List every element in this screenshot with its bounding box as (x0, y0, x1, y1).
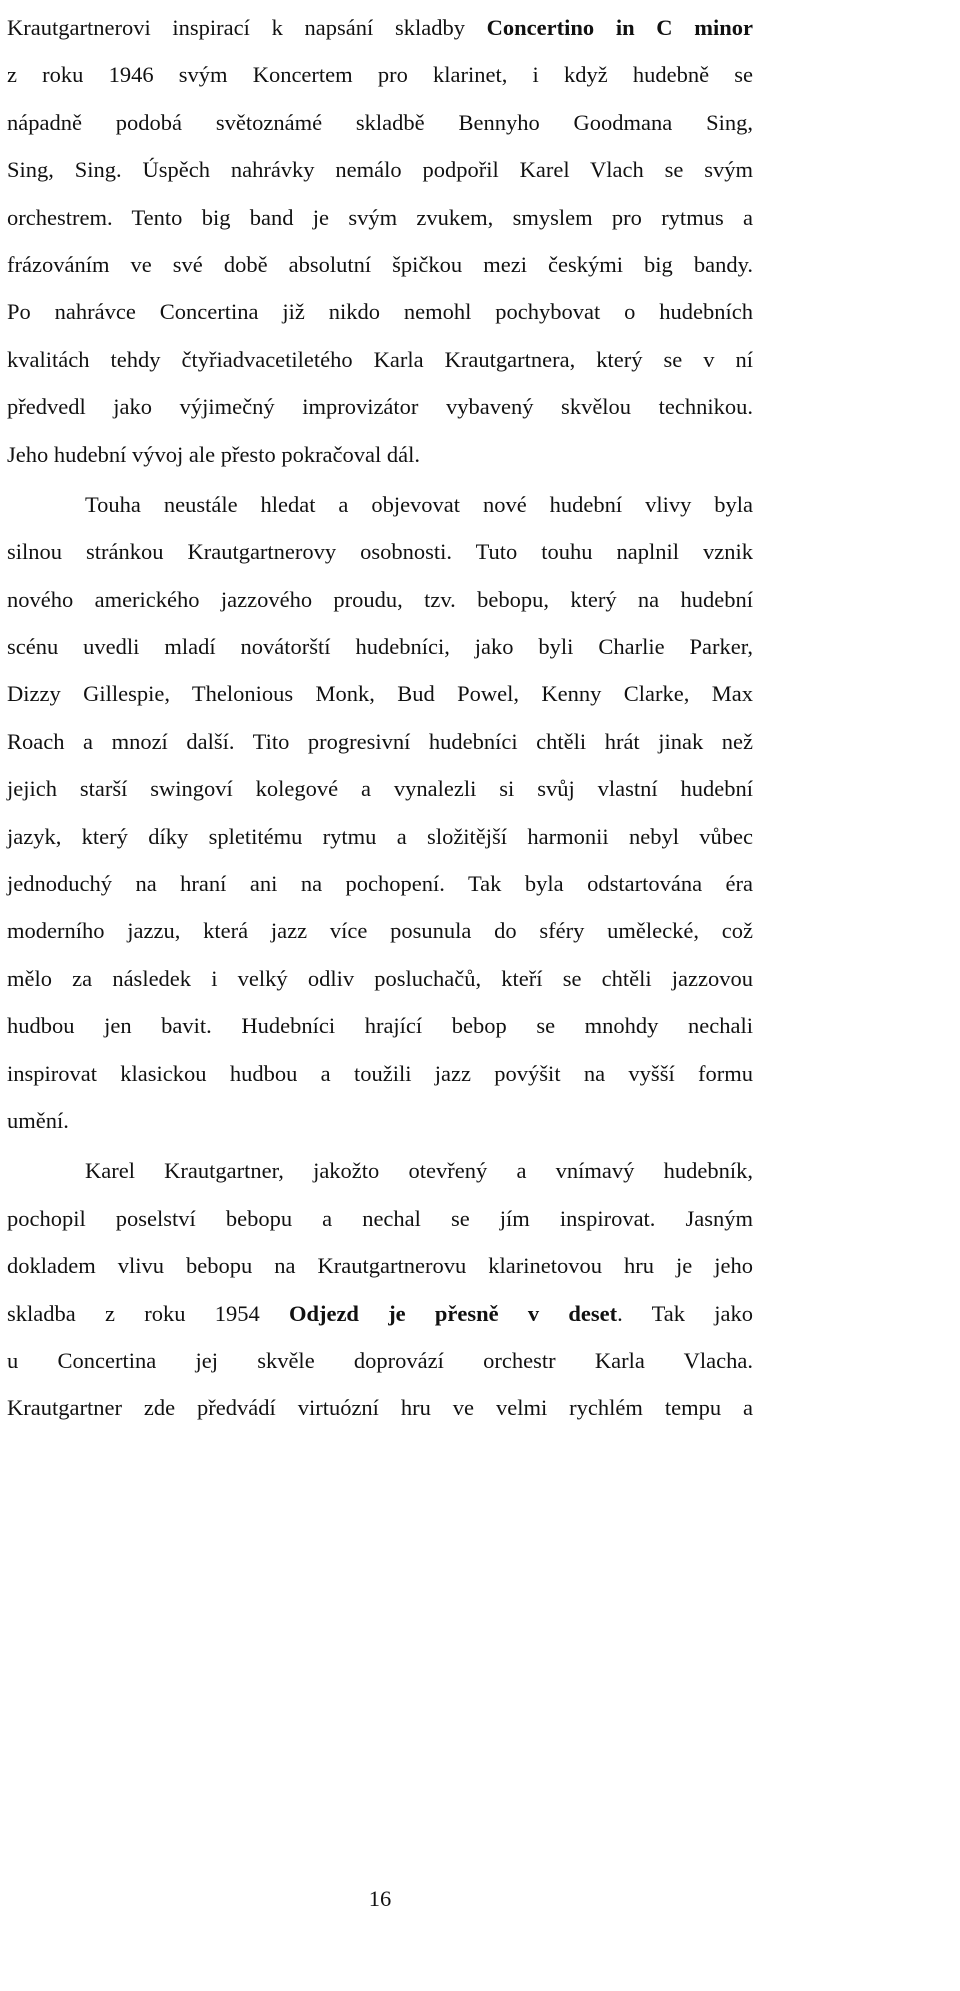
text-line (7, 670, 753, 717)
text-line (7, 718, 753, 765)
text-run: z roku 1946 svým Koncertem pro klarinet, i když hudebně se (7, 62, 753, 88)
bold-title: Concertino in C minor (486, 15, 753, 40)
text-line (7, 431, 753, 478)
text-line (7, 1147, 753, 1194)
text-line (7, 99, 753, 146)
text-run: silnou stránkou Krautgartnerovy osobnosti. Tuto touhu naplnil vznik (7, 539, 753, 565)
text-run: Roach a mnozí další. Tito progresivní hudebníci chtěli hrát jinak než (7, 728, 753, 754)
paragraph (7, 481, 753, 1144)
text-run: Jeho hudební vývoj ale přesto pokračoval dál. (7, 441, 421, 467)
paragraph (7, 1147, 753, 1431)
text-run: Sing, Sing. Úspěch nahrávky nemálo podpořil Karel Vlach se svým (7, 157, 753, 183)
text-line (7, 1290, 753, 1337)
text-run: skladba z roku 1954 (7, 1300, 289, 1326)
text-run: u Concertina jej skvěle doprovází orchestr Karla Vlacha. (7, 1347, 753, 1373)
text-run: scénu uvedli mladí novátorští hudebníci, jako byli Charlie Parker, (7, 634, 753, 660)
text-run: hudbou jen bavit. Hudebníci hrající bebop se mnohdy nechali (7, 1013, 753, 1039)
text-run: Krautgartnerovi inspirací k napsání skladby (7, 15, 487, 40)
text-line (7, 955, 753, 1002)
text-run: kvalitách tehdy čtyřiadvacetiletého Karla Krautgartnera, který se v ní (7, 346, 753, 372)
text-line (7, 1002, 753, 1049)
text-run: frázováním ve své době absolutní špičkou mezi českými big bandy. (7, 251, 753, 277)
text-run: . Tak jako (617, 1300, 753, 1326)
text-line (7, 1242, 753, 1289)
text-line (7, 288, 753, 335)
text-run: umění. (7, 1107, 69, 1133)
text-line (7, 51, 753, 98)
text-line (7, 194, 753, 241)
bold-title: Odjezd je přesně v deset (288, 1300, 618, 1326)
paragraph (7, 4, 753, 478)
text-line (7, 1384, 753, 1431)
text-run: Touha neustále hledat a objevovat nové hudební vlivy byla (85, 491, 753, 517)
text-run: pochopil poselství bebopu a nechal se jím inspirovat. Jasným (7, 1205, 753, 1231)
text-line (7, 146, 753, 193)
text-line (7, 481, 753, 528)
text-line (7, 1097, 753, 1144)
text-run: jednoduchý na hraní ani na pochopení. Tak byla odstartována éra (7, 871, 753, 897)
page-number: 16 (368, 1886, 392, 1911)
text-line (7, 1195, 753, 1242)
text-line (7, 241, 753, 288)
text-run: jejich starší swingoví kolegové a vynalezli si svůj vlastní hudební (7, 776, 753, 802)
text-run: Po nahrávce Concertina již nikdo nemohl pochybovat o hudebních (7, 299, 753, 325)
text-line (7, 813, 753, 860)
text-run: mělo za následek i velký odliv posluchačů, kteří se chtěli jazzovou (7, 965, 753, 991)
text-line (7, 765, 753, 812)
text-run: nápadně podobá světoznámé skladbě Bennyho Goodmana Sing, (7, 109, 753, 135)
text-run: moderního jazzu, která jazz více posunula do sféry umělecké, což (7, 918, 753, 944)
text-run: dokladem vlivu bebopu na Krautgartnerovu klarinetovou hru je jeho (7, 1253, 753, 1279)
text-run: Dizzy Gillespie, Thelonious Monk, Bud Powel, Kenny Clarke, Max (7, 681, 753, 707)
text-run: Krautgartner zde předvádí virtuózní hru ve velmi rychlém tempu a (7, 1395, 753, 1421)
text-run: jazyk, který díky spletitému rytmu a složitější harmonii nebyl vůbec (7, 823, 753, 849)
body-text (7, 0, 753, 1432)
text-line (7, 860, 753, 907)
text-line (7, 623, 753, 670)
text-line (7, 576, 753, 623)
text-line (7, 907, 753, 954)
text-run: předvedl jako výjimečný improvizátor vybavený skvělou technikou. (7, 394, 753, 420)
text-line (7, 4, 753, 51)
text-line (7, 383, 753, 430)
text-run: Karel Krautgartner, jakožto otevřený a vnímavý hudebník, (85, 1158, 753, 1184)
text-run: inspirovat klasickou hudbou a toužili jazz povýšit na vyšší formu (7, 1060, 753, 1086)
text-run: orchestrem. Tento big band je svým zvukem, smyslem pro rytmus a (7, 204, 753, 230)
text-line (7, 336, 753, 383)
text-line (7, 1337, 753, 1384)
text-run: nového amerického jazzového proudu, tzv. bebopu, který na hudební (7, 586, 753, 612)
text-line (7, 528, 753, 575)
text-line (7, 1050, 753, 1097)
